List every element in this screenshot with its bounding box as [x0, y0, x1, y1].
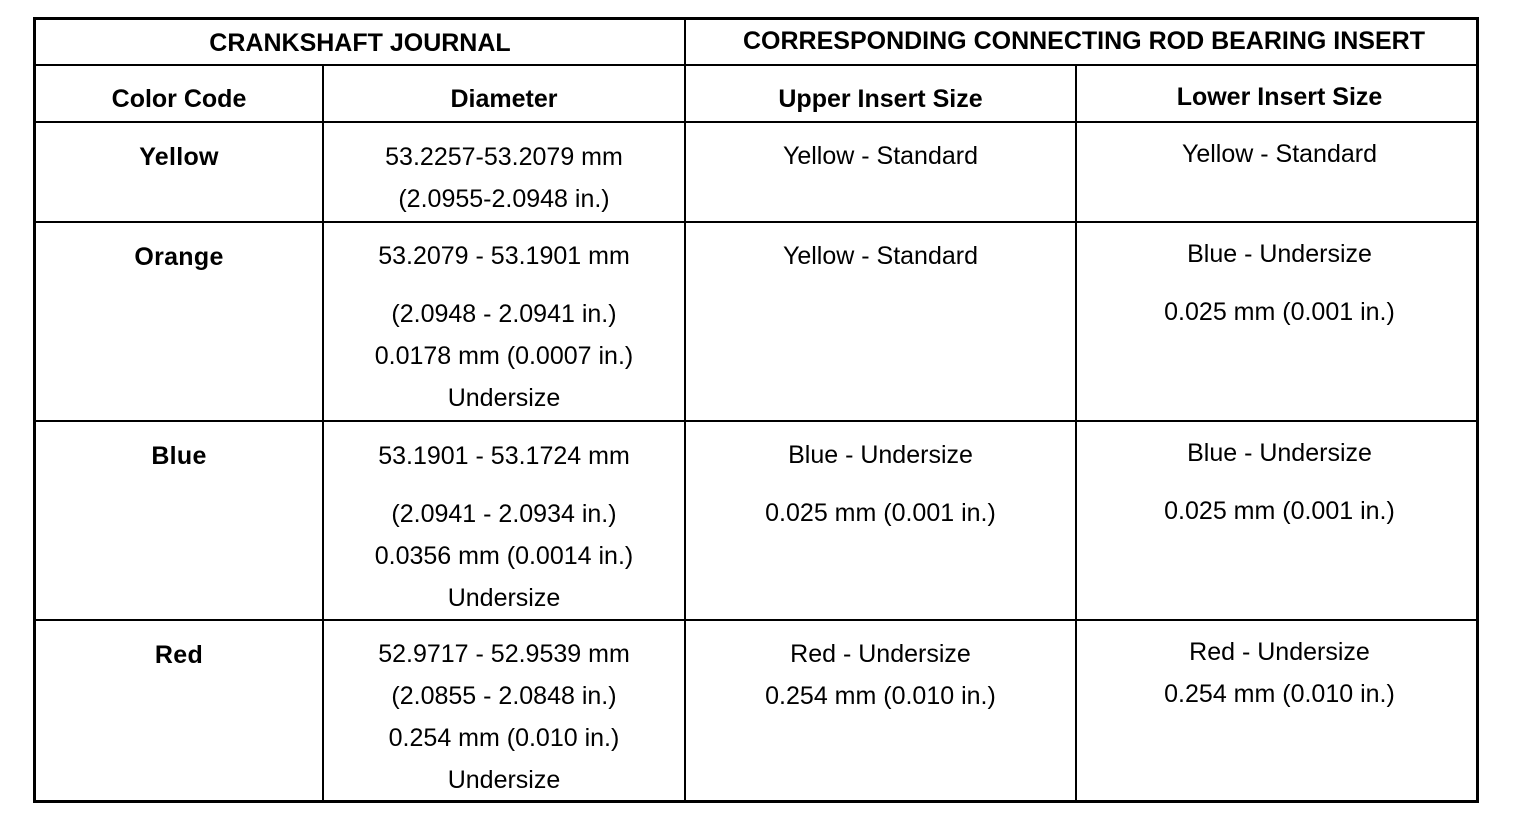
bearing-table — [33, 17, 1479, 803]
line-gap — [1077, 275, 1482, 291]
diameter-line: Undersize — [447, 766, 561, 794]
diameter-line: (2.0955-2.0948 in.) — [398, 185, 610, 213]
rule-row-3 — [36, 619, 1476, 621]
column-header-lower-insert: Lower Insert Size — [1176, 83, 1383, 111]
diameter-line: 53.2079 - 53.1901 mm — [378, 242, 630, 270]
lower-insert-line: 0.025 mm (0.001 in.) — [1164, 497, 1395, 525]
upper-insert-line: 0.025 mm (0.001 in.) — [765, 499, 996, 527]
row-blue-diameter — [324, 435, 684, 619]
diameter-line: 0.0178 mm (0.0007 in.) — [374, 342, 634, 370]
upper-insert-line: Blue - Undersize — [788, 441, 973, 469]
row-blue-color-code: Blue — [151, 442, 207, 470]
upper-insert-line: Red - Undersize — [790, 640, 971, 668]
lower-insert-line: Blue - Undersize — [1187, 439, 1372, 467]
row-red-lower-insert — [1077, 631, 1482, 715]
group-header-crankshaft: CRANKSHAFT JOURNAL — [209, 29, 511, 57]
upper-insert-line: Yellow - Standard — [782, 142, 979, 170]
diameter-line: 0.0356 mm (0.0014 in.) — [374, 542, 634, 570]
row-orange-upper-insert — [686, 235, 1075, 277]
row-blue-lower-insert — [1077, 432, 1482, 532]
row-blue-upper-insert — [686, 434, 1075, 534]
diameter-line: 0.254 mm (0.010 in.) — [388, 724, 620, 752]
diameter-line: (2.0941 - 2.0934 in.) — [391, 500, 617, 528]
line-gap — [686, 476, 1075, 492]
lower-insert-line: Red - Undersize — [1189, 638, 1370, 666]
row-red-diameter — [324, 633, 684, 801]
line-gap — [1077, 474, 1482, 490]
diameter-line: 53.1901 - 53.1724 mm — [378, 442, 630, 470]
group-header-connecting-rod: CORRESPONDING CONNECTING ROD BEARING INSERT — [743, 27, 1425, 55]
diameter-line: Undersize — [447, 384, 561, 412]
row-orange-lower-insert — [1077, 233, 1482, 333]
line-gap — [324, 477, 684, 493]
diameter-line: (2.0948 - 2.0941 in.) — [391, 300, 617, 328]
lower-insert-line: 0.254 mm (0.010 in.) — [1164, 680, 1395, 708]
row-yellow-color-code: Yellow — [139, 143, 219, 171]
rule-row-1 — [36, 221, 1476, 223]
row-orange-color-code: Orange — [134, 243, 224, 271]
upper-insert-line: 0.254 mm (0.010 in.) — [765, 682, 996, 710]
row-red-color-code: Red — [154, 641, 204, 669]
lower-insert-line: 0.025 mm (0.001 in.) — [1164, 298, 1395, 326]
column-header-upper-insert: Upper Insert Size — [778, 85, 983, 113]
diameter-line: 52.9717 - 52.9539 mm — [378, 640, 630, 668]
row-orange-diameter — [324, 235, 684, 419]
diameter-line: Undersize — [447, 584, 561, 612]
column-header-diameter: Diameter — [450, 85, 558, 113]
line-gap — [324, 277, 684, 293]
rule-column-header — [36, 121, 1476, 123]
rule-row-2 — [36, 420, 1476, 422]
rule-group-header — [36, 64, 1476, 66]
lower-insert-line: Blue - Undersize — [1187, 240, 1372, 268]
row-red-upper-insert — [686, 633, 1075, 717]
row-yellow-diameter — [324, 136, 684, 220]
row-yellow-lower-insert — [1077, 133, 1482, 175]
upper-insert-line: Yellow - Standard — [782, 242, 979, 270]
lower-insert-line: Yellow - Standard — [1181, 140, 1378, 168]
row-yellow-upper-insert — [686, 135, 1075, 177]
diameter-line: 53.2257-53.2079 mm — [385, 143, 623, 171]
diameter-line: (2.0855 - 2.0848 in.) — [391, 682, 617, 710]
column-header-color-code: Color Code — [111, 85, 247, 113]
